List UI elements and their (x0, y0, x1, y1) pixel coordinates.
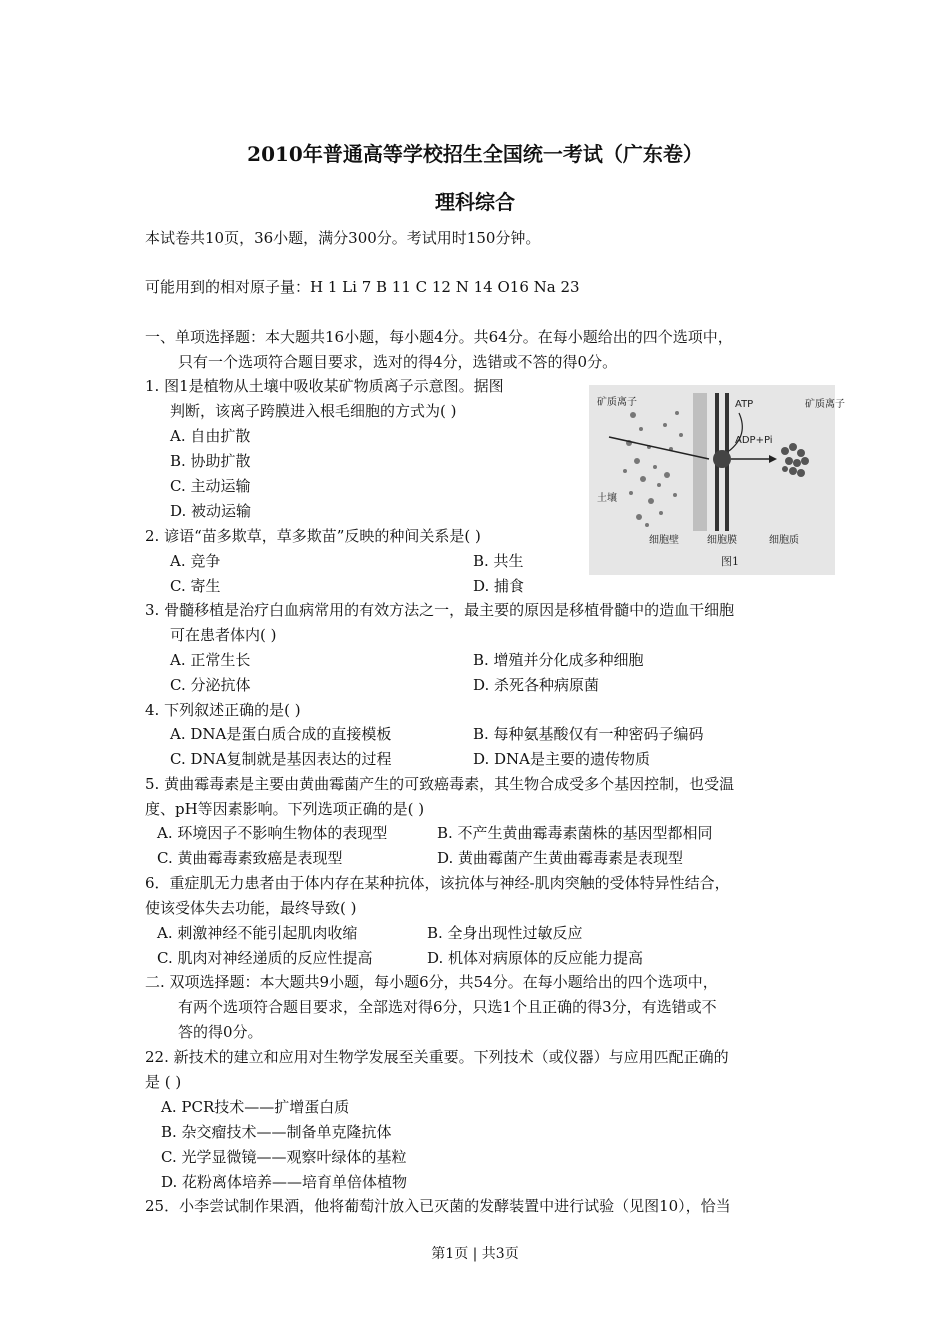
q1-option-b: B. 协助扩散 (170, 452, 251, 470)
label-cytoplasm: 细胞质 (769, 535, 799, 546)
intro-line-1: 本试卷共10页，36小题，满分300分。考试用时150分钟。 (145, 229, 541, 247)
q6-option-a: A. 刺激神经不能引起肌肉收缩 (157, 924, 358, 942)
q3-option-c: C. 分泌抗体 (170, 676, 251, 694)
figure-caption: 图1 (721, 555, 739, 568)
q6-stem-1: 6．重症肌无力患者由于体内存在某种抗体，该抗体与神经-肌肉突触的受体特异性结合， (145, 874, 730, 892)
q5-option-a: A. 环境因子不影响生物体的表现型 (157, 824, 388, 842)
q5-option-c: C. 黄曲霉毒素致癌是表现型 (157, 849, 343, 867)
q3-option-d: D. 杀死各种病原菌 (473, 676, 600, 694)
label-atp: ATP (735, 399, 754, 410)
exam-title: 2010年普通高等学校招生全国统一考试（广东卷） (247, 142, 703, 166)
q6-stem-2: 使该受体失去功能，最终导致( ) (145, 899, 357, 917)
q2-option-a: A. 竞争 (170, 552, 221, 570)
q4-option-b: B. 每种氨基酸仅有一种密码子编码 (473, 725, 704, 743)
label-mineral-left: 矿质离子 (597, 397, 637, 408)
carrier-protein (713, 450, 731, 468)
q6-option-d: D. 机体对病原体的反应能力提高 (427, 949, 644, 967)
label-soil: 土壤 (597, 493, 617, 504)
label-mineral-right: 矿质离子 (805, 399, 845, 410)
q6-option-c: C. 肌肉对神经递质的反应性提高 (157, 949, 373, 967)
q3-stem-1: 3. 骨髓移植是治疗白血病常用的有效方法之一，最主要的原因是移植骨髓中的造血干细胞 (145, 601, 735, 619)
q6-option-b: B. 全身出现性过敏反应 (427, 924, 583, 942)
q2-option-c: C. 寄生 (170, 577, 221, 595)
intro-line-2: 可能用到的相对原子量：H 1 Li 7 B 11 C 12 N 14 O16 Na 23 (145, 278, 580, 296)
label-cell-membrane: 细胞膜 (707, 535, 737, 546)
q2-stem: 2. 谚语“苗多欺草，草多欺苗”反映的种间关系是( ) (145, 527, 481, 545)
q2-option-b: B. 共生 (473, 552, 524, 570)
label-adp: ADP+Pi (735, 435, 773, 446)
page-footer: 第1页 | 共3页 (431, 1246, 519, 1262)
q5-option-d: D. 黄曲霉菌产生黄曲霉毒素是表现型 (437, 849, 684, 867)
q4-option-a: A. DNA是蛋白质合成的直接模板 (170, 725, 392, 743)
figure-1-ion-uptake (589, 385, 845, 575)
q22-option-a: A. PCR技术——扩增蛋白质 (161, 1098, 350, 1116)
q4-option-c: C. DNA复制就是基因表达的过程 (170, 750, 392, 768)
q2-option-d: D. 捕食 (473, 577, 525, 595)
q5-option-b: B. 不产生黄曲霉毒素菌株的基因型都相同 (437, 824, 713, 842)
q22-option-c: C. 光学显微镜——观察叶绿体的基粒 (161, 1148, 407, 1166)
q22-stem-2: 是 ( ) (145, 1073, 182, 1091)
q22-option-b: B. 杂交瘤技术——制备单克隆抗体 (161, 1123, 392, 1141)
q3-option-b: B. 增殖并分化成多种细胞 (473, 651, 644, 669)
q22-option-d: D. 花粉离体培养——培育单倍体植物 (161, 1173, 408, 1191)
q3-stem-2: 可在患者体内( ) (170, 626, 277, 644)
q25-stem-1: 25．小李尝试制作果酒，他将葡萄汁放入已灭菌的发酵装置中进行试验（见图10），恰当 (145, 1197, 731, 1215)
q1-option-d: D. 被动运输 (170, 502, 252, 520)
cell-wall-band (693, 393, 707, 531)
q22-stem-1: 22. 新技术的建立和应用对生物学发展至关重要。下列技术（或仪器）与应用匹配正确的 (145, 1048, 729, 1066)
q1-option-a: A. 自由扩散 (170, 427, 251, 445)
section1-line-2: 只有一个选项符合题目要求，选对的得4分，选错或不答的得0分。 (178, 353, 618, 371)
q5-stem-1: 5. 黄曲霉毒素是主要由黄曲霉菌产生的可致癌毒素，其生物合成受多个基因控制，也受温 (145, 775, 735, 793)
q5-stem-2: 度、pH等因素影响。下列选项正确的是( ) (145, 800, 425, 818)
q1-stem-1: 1. 图1是植物从土壤中吸收某矿物质离子示意图。据图 (145, 377, 504, 395)
q4-stem: 4. 下列叙述正确的是( ) (145, 701, 301, 719)
section1-line-1: 一、单项选择题：本大题共16小题，每小题4分。共64分。在每小题给出的四个选项中， (145, 328, 733, 346)
q1-stem-2: 判断，该离子跨膜进入根毛细胞的方式为( ) (170, 402, 457, 420)
q3-option-a: A. 正常生长 (170, 651, 251, 669)
label-cell-wall: 细胞壁 (649, 535, 679, 546)
exam-subtitle: 理科综合 (435, 190, 515, 214)
section2-line-3: 答的得0分。 (178, 1023, 263, 1041)
q1-option-c: C. 主动运输 (170, 477, 251, 495)
section2-line-2: 有两个选项符合题目要求，全部选对得6分，只选1个且正确的得3分，有选错或不 (178, 998, 717, 1016)
section2-line-1: 二. 双项选择题：本大题共9小题，每小题6分，共54分。在每小题给出的四个选项中， (145, 973, 718, 991)
q4-option-d: D. DNA是主要的遗传物质 (473, 750, 651, 768)
